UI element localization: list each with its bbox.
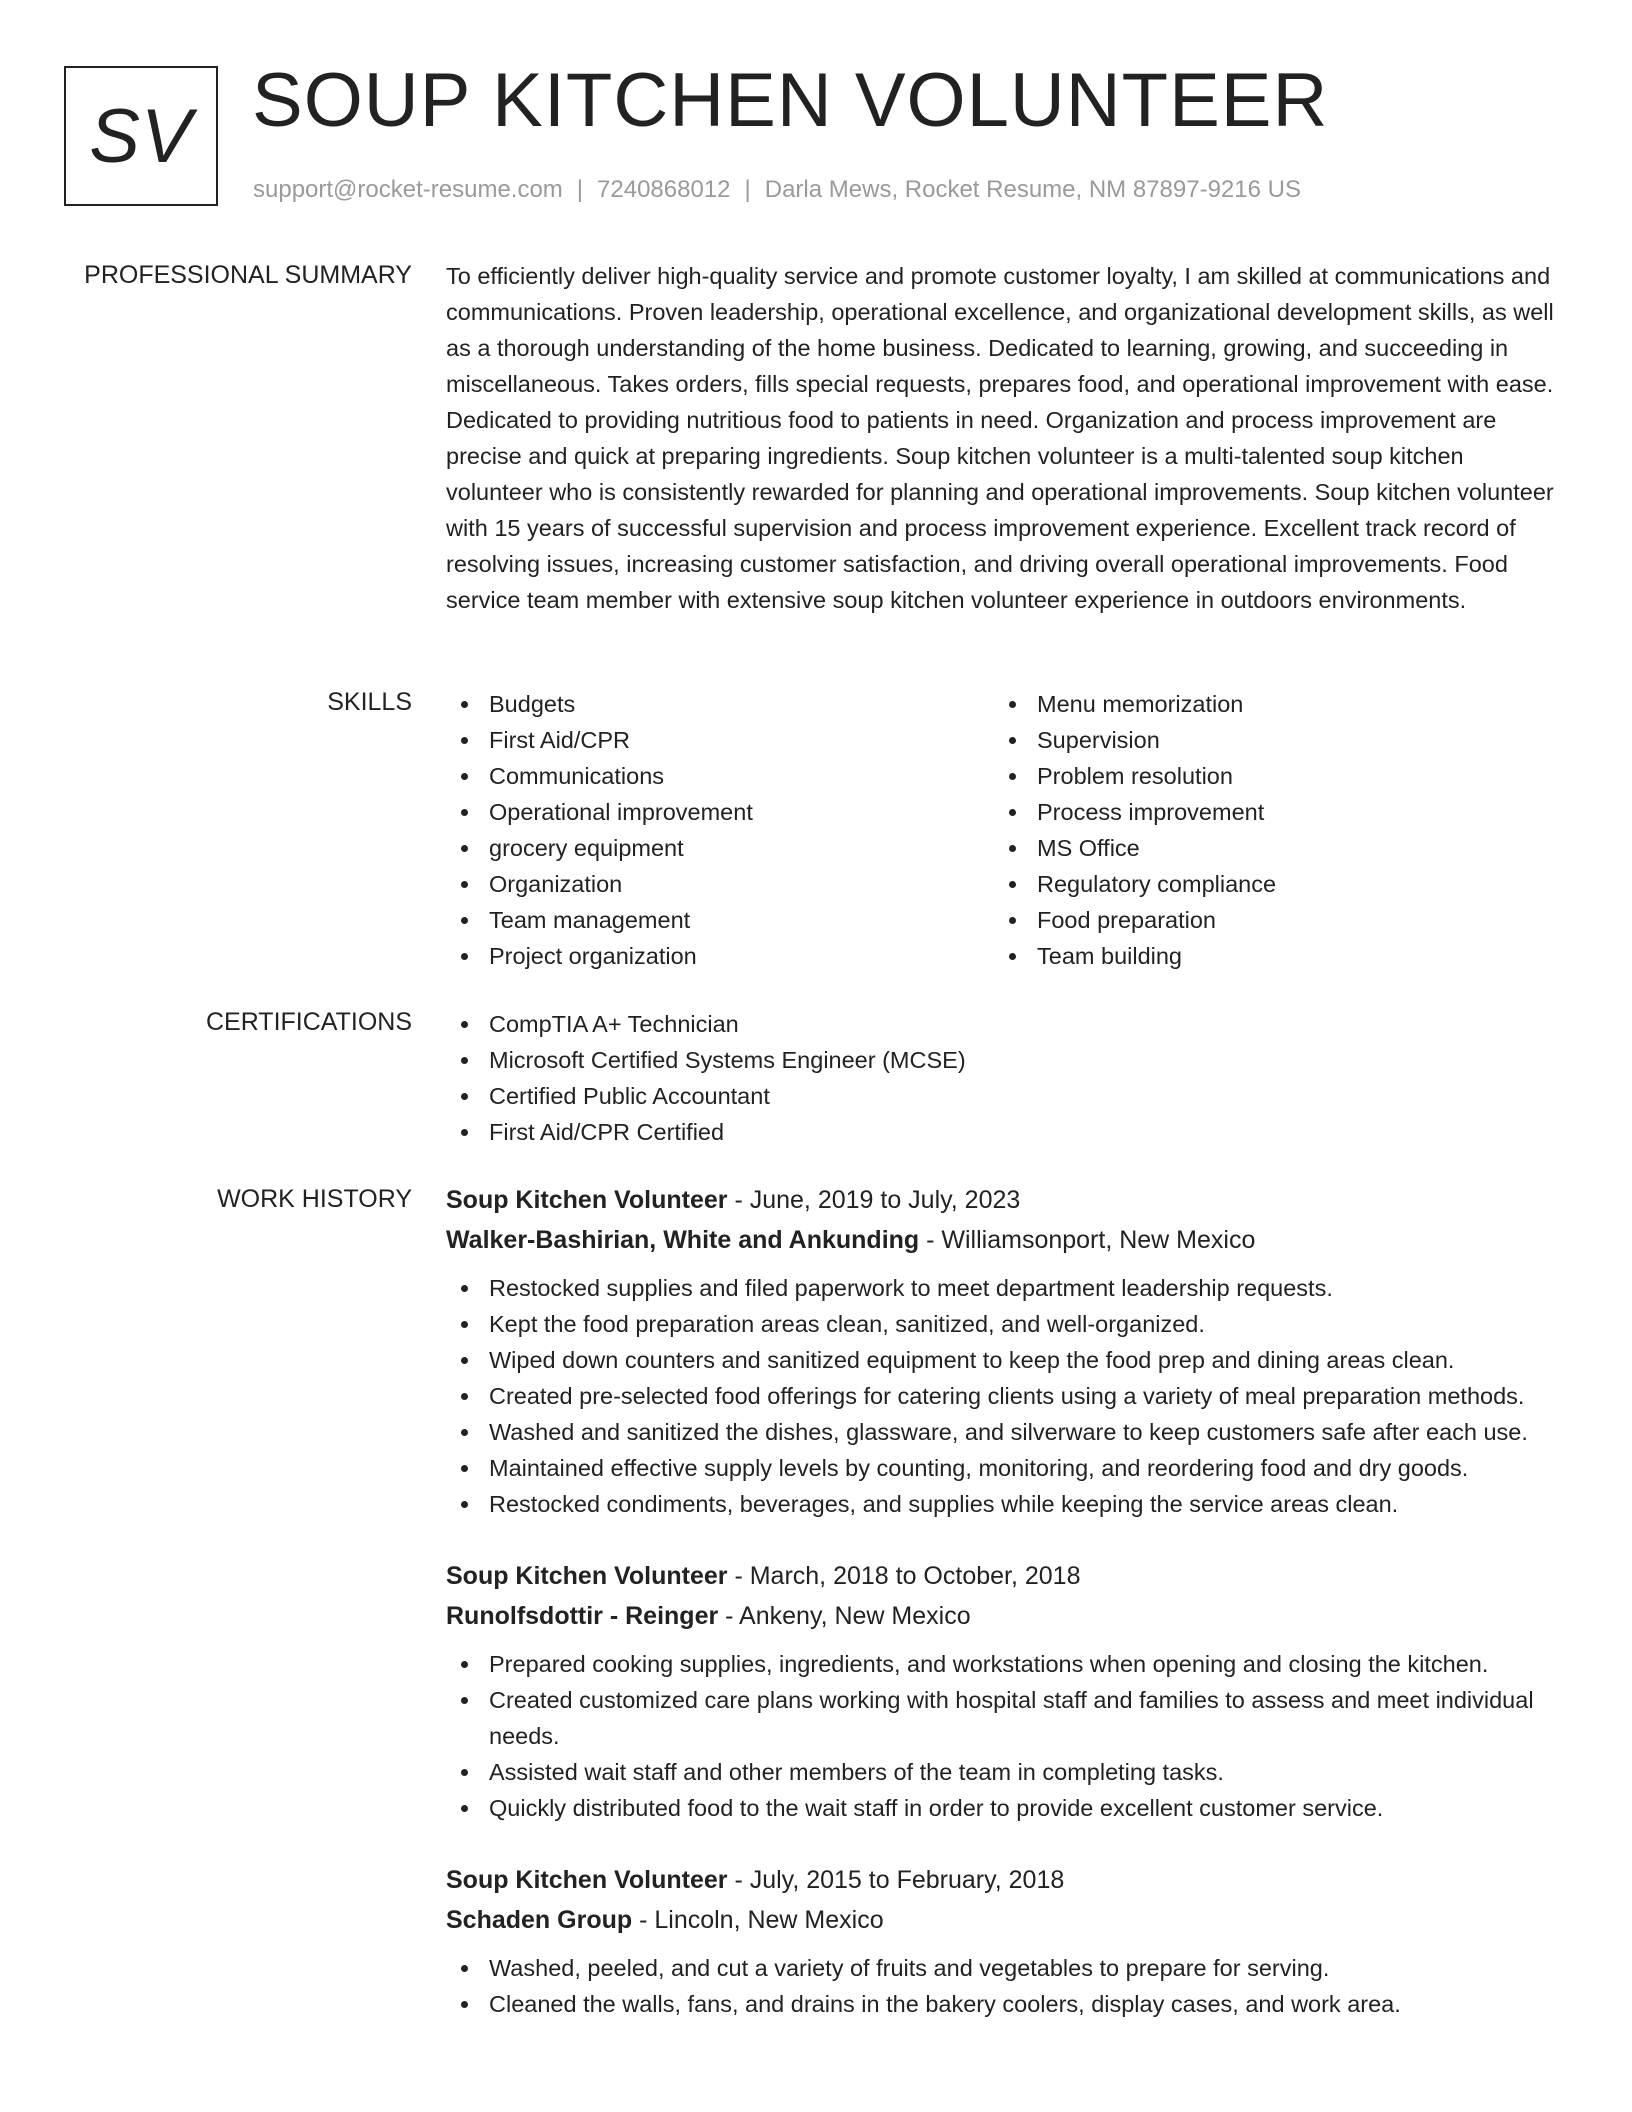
certification-item: CompTIA A+ Technician — [446, 1006, 1566, 1042]
job-entry — [446, 1556, 1566, 1826]
job-company: Walker-Bashirian, White and Ankunding — [446, 1226, 920, 1254]
skill-item: Project organization — [446, 938, 994, 974]
monogram-badge: SV — [64, 66, 218, 206]
job-company: Schaden Group — [446, 1906, 633, 1934]
certification-item: First Aid/CPR Certified — [446, 1114, 1566, 1150]
skill-item: Operational improvement — [446, 794, 994, 830]
skill-item: Organization — [446, 866, 994, 902]
job-location: - Lincoln, New Mexico — [632, 1906, 884, 1934]
section-heading-summary: PROFESSIONAL SUMMARY — [84, 261, 412, 289]
job-title: Soup Kitchen Volunteer — [446, 1186, 728, 1214]
job-location: - Williamsonport, New Mexico — [919, 1226, 1256, 1254]
duty-item: Assisted wait staff and other members of the team in completing tasks. — [446, 1754, 1566, 1790]
skill-item: Food preparation — [994, 902, 1542, 938]
job-company: Runolfsdottir - Reinger — [446, 1602, 719, 1630]
skills-column-left — [446, 686, 994, 974]
job-company-line — [446, 1220, 1566, 1260]
contact-separator: | — [744, 176, 751, 203]
duty-item: Quickly distributed food to the wait staff in order to provide excellent customer service. — [446, 1790, 1566, 1826]
job-dates: - July, 2015 to February, 2018 — [727, 1866, 1065, 1894]
job-company-line — [446, 1596, 1566, 1636]
skill-item: grocery equipment — [446, 830, 994, 866]
job-title-line — [446, 1860, 1566, 1900]
contact-address: Darla Mews, Rocket Resume, NM 87897-9216 US — [764, 176, 1301, 203]
job-duties — [446, 1950, 1566, 2022]
section-heading-skills: SKILLS — [327, 688, 412, 716]
skill-item: Team management — [446, 902, 994, 938]
page-title: SOUP KITCHEN VOLUNTEER — [252, 58, 1329, 143]
contact-email: support@rocket-resume.com — [253, 176, 563, 203]
duty-item: Restocked condiments, beverages, and supplies while keeping the service areas clean. — [446, 1486, 1566, 1522]
job-duties — [446, 1646, 1566, 1826]
job-dates: - March, 2018 to October, 2018 — [727, 1562, 1081, 1590]
duty-item: Wiped down counters and sanitized equipment to keep the food prep and dining areas clean. — [446, 1342, 1566, 1378]
work-history — [446, 1180, 1566, 2056]
skill-item: MS Office — [994, 830, 1542, 866]
job-dates: - June, 2019 to July, 2023 — [727, 1186, 1021, 1214]
certification-item: Certified Public Accountant — [446, 1078, 1566, 1114]
skill-item: Supervision — [994, 722, 1542, 758]
skill-item: Problem resolution — [994, 758, 1542, 794]
duty-item: Restocked supplies and filed paperwork to meet department leadership requests. — [446, 1270, 1566, 1306]
job-company-line — [446, 1900, 1566, 1940]
certifications-items — [446, 1006, 1566, 1150]
job-title-line — [446, 1180, 1566, 1220]
job-title: Soup Kitchen Volunteer — [446, 1866, 728, 1894]
job-entry — [446, 1180, 1566, 1522]
skill-item: First Aid/CPR — [446, 722, 994, 758]
certification-item: Microsoft Certified Systems Engineer (MCSE) — [446, 1042, 1566, 1078]
job-duties — [446, 1270, 1566, 1522]
skills-list — [446, 686, 1566, 974]
skill-item: Regulatory compliance — [994, 866, 1542, 902]
job-title: Soup Kitchen Volunteer — [446, 1562, 728, 1590]
duty-item: Washed, peeled, and cut a variety of fruits and vegetables to prepare for serving. — [446, 1950, 1566, 1986]
contact-line — [253, 174, 1301, 206]
skill-item: Process improvement — [994, 794, 1542, 830]
skill-item: Team building — [994, 938, 1542, 974]
job-location: - Ankeny, New Mexico — [718, 1602, 971, 1630]
summary-text: To efficiently deliver high-quality service and promote customer loyalty, I am skilled at communications and communications. Proven leadership, operational excellence, and organizational development skills, as well as a thorough understanding of the home business. Dedicated to learning, growing, and succeeding in miscellaneous. Takes orders, fills special requests, prepares food, and operational improvement with ease. Dedicated to providing nutritious food to patients in need. Organization and process improvement are precise and quick at preparing ingredients. Soup kitchen volunteer is a multi-talented soup kitchen volunteer who is consistently rewarded for planning and operational improvements. Soup kitchen volunteer with 15 years of successful supervision and process improvement experience. Excellent track record of resolving issues, increasing customer satisfaction, and driving overall operational improvements. Food service team member with extensive soup kitchen volunteer experience in outdoors environments. — [446, 263, 1554, 613]
duty-item: Maintained effective supply levels by counting, monitoring, and reordering food and dry goods. — [446, 1450, 1566, 1486]
contact-phone: 7240868012 — [597, 176, 731, 203]
duty-item: Washed and sanitized the dishes, glassware, and silverware to keep customers safe after each use. — [446, 1414, 1566, 1450]
duty-item: Cleaned the walls, fans, and drains in the bakery coolers, display cases, and work area. — [446, 1986, 1566, 2022]
skill-item: Communications — [446, 758, 994, 794]
section-heading-work-history: WORK HISTORY — [217, 1185, 412, 1213]
job-title-line — [446, 1556, 1566, 1596]
contact-separator: | — [576, 176, 584, 203]
duty-item: Prepared cooking supplies, ingredients, and workstations when opening and closing the kitchen. — [446, 1646, 1566, 1682]
job-entry — [446, 1860, 1566, 2022]
duty-item: Created pre-selected food offerings for catering clients using a variety of meal preparation methods. — [446, 1378, 1566, 1414]
certifications-list — [446, 1006, 1566, 1150]
duty-item: Kept the food preparation areas clean, sanitized, and well-organized. — [446, 1306, 1566, 1342]
skill-item: Budgets — [446, 686, 994, 722]
skills-column-right — [994, 686, 1542, 974]
skill-item: Menu memorization — [994, 686, 1542, 722]
duty-item: Created customized care plans working with hospital staff and families to assess and meet individual needs. — [446, 1682, 1566, 1754]
section-heading-certifications: CERTIFICATIONS — [205, 1008, 412, 1036]
